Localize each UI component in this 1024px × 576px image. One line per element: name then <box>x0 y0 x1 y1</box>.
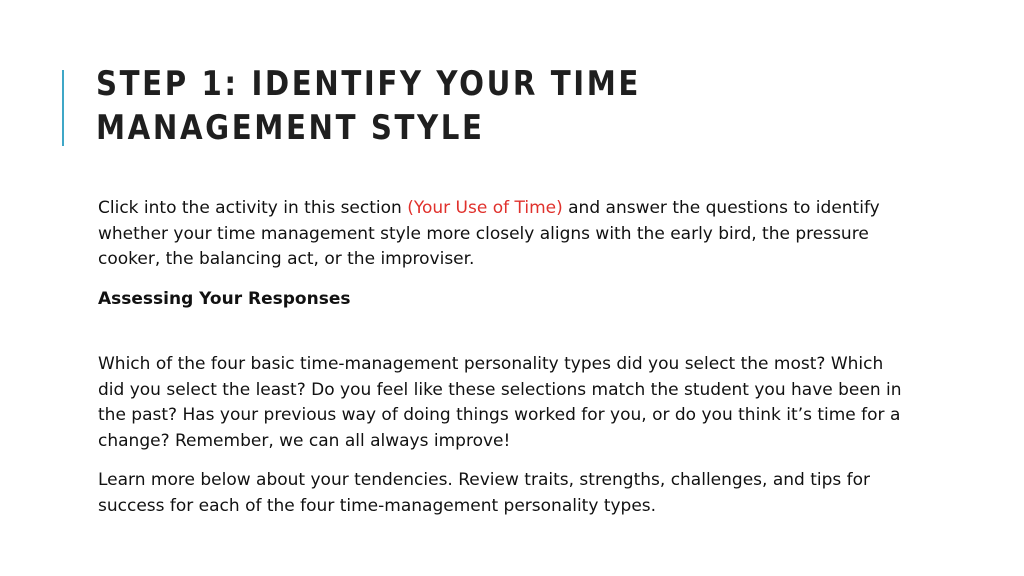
intro-text-before: Click into the activity in this section <box>98 198 408 218</box>
slide-body <box>98 196 913 533</box>
intro-text-after: and answer the questions to identify whether your time management style more closely aligns with the early bird, the pressure cooker, the balancing act, or the improviser. <box>98 198 880 269</box>
intro-paragraph <box>98 196 913 273</box>
assessing-responses-heading: Assessing Your Responses <box>98 288 351 309</box>
learn-more-paragraph: Learn more below about your tendencies. Review traits, strengths, challenges, and tips for success for each of the four time-management personality types. <box>98 470 871 516</box>
activity-reference-highlight: (Your Use of Time) <box>407 198 563 218</box>
title-accent-bar <box>62 70 64 146</box>
reflection-paragraph: Which of the four basic time-management personality types did you select the most? Which did you select the least? Do you feel like these selections match the student you have been in the past? Has your previous way of doing things worked for you, or do you think it’s time for a change? Remember, we can all always improve! <box>98 354 902 451</box>
slide-title: STEP 1: IDENTIFY YOUR TIME MANAGEMENT STYLE <box>96 64 641 148</box>
